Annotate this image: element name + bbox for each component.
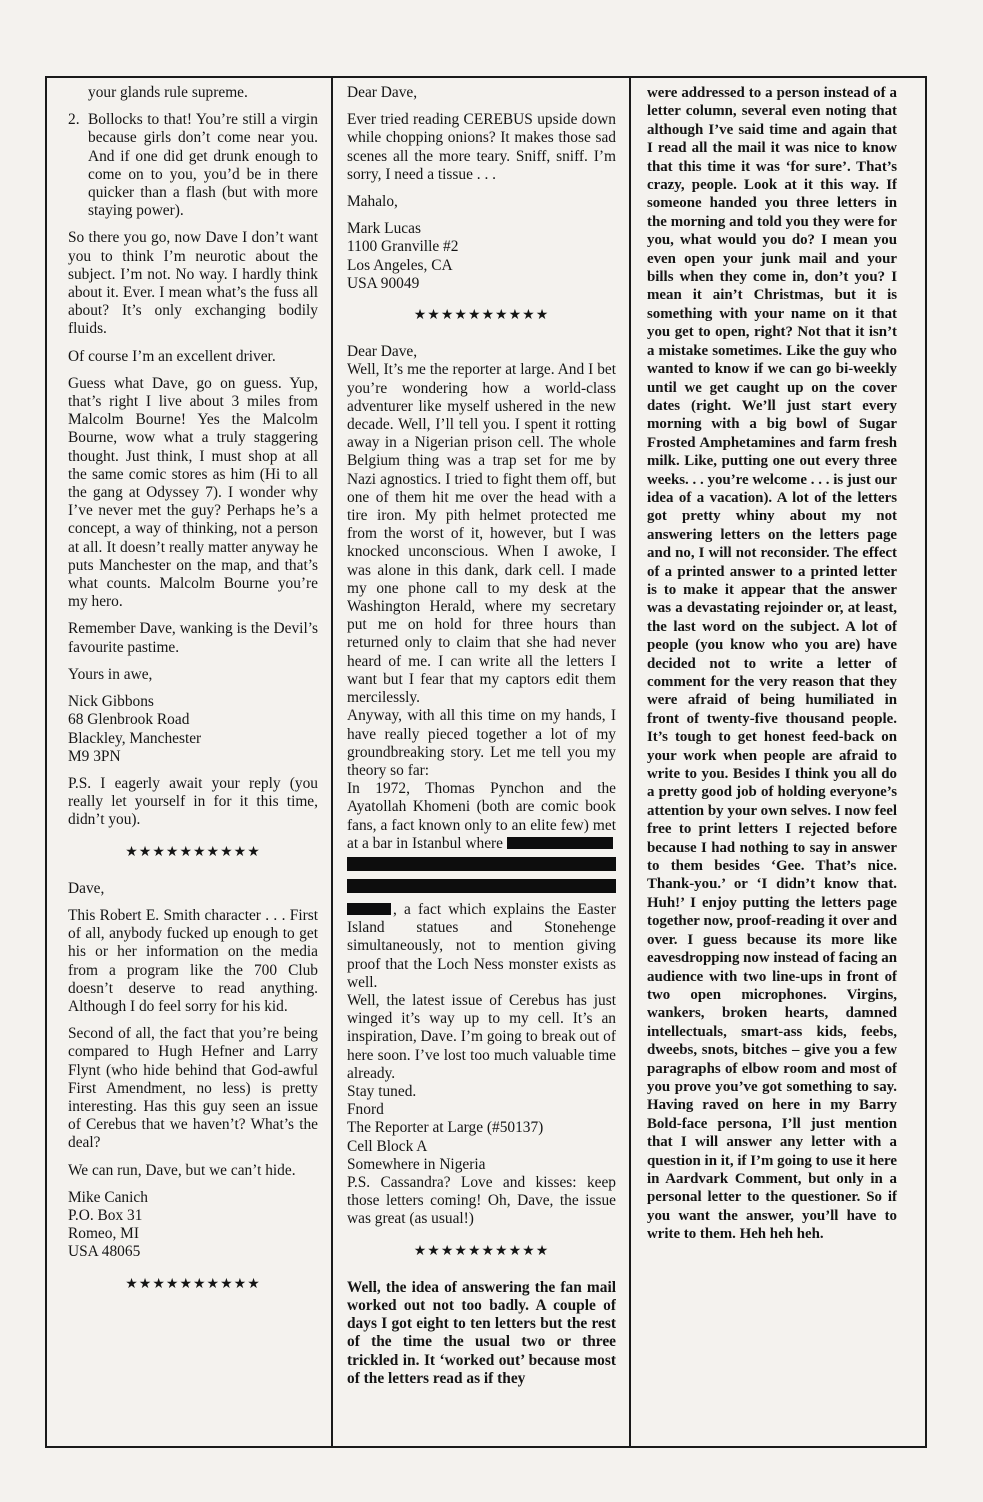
star-separator: ★★★★★★★★★★	[413, 1243, 550, 1259]
letter-paragraph: Well, the latest issue of Cerebus has just winged it’s way up to my cell. It’s an inspiration, Dave. I’m going to break out of here soon. I’ve lost too much valuable time already.	[347, 991, 616, 1082]
address-block	[347, 220, 616, 293]
letter-paragraph: Of course I’m an excellent driver.	[68, 347, 276, 365]
redaction-bar	[347, 857, 616, 871]
salutation: Dear Dave,	[347, 343, 418, 361]
letter-paragraph: Well, It’s me the reporter at large. And I bet you’re wondering how a world-class adventurer like myself ushered in the new decade. Well, I’ll tell you. I spent it rotting away in a Nigerian prison cell. The whole Belgium thing was a trap set for me by Nazi agnostics. I tried to fight them off, but one of them hit me over the head with a tire iron. My pith helmet protected me from the worst of it, however, but I was knocked unconscious. When I awoke, I was alone in this dank, dark cell. I made my one phone call to my desk at the Washington Herald, where my secretary put me on hold for three hours than returned only to claim that she had never heard of me. I can write all the letters I want but I fear that my captors edit them mercilessly.	[347, 361, 616, 707]
address-line: Mike Canich	[68, 1188, 148, 1206]
address-line: Blackley, Manchester	[68, 729, 202, 747]
editor-response-continued: were addressed to a person instead of a letter column, several even noting that although I’ve said time and again that I read all the mail it was nice to know that this time it was ‘for sure’. That’s crazy, people. Look at it this way. If someone handed you three letters in the morning and told you they were for you, what would you do? I mean you even open your junk mail and your bills when they come in, don’t you? I mean it ain’t Christmas, but it is something with your name on it that you get to open, right? Not that it isn’t a mistake sometimes. Like the guy who wanted to know if we can go bi-weekly until we get caught up on the cover dates (right. We’ll just start every morning with a big bowl of Sugar Frosted Amphetamines and farm fresh milk. Like, putting one out every three weeks. . . you’re welcome . . . is just our idea of a vacation). A lot of the letters got pretty whiny about my not answering letters on the letters page and no, I will not reconsider. The effect of a printed answer to a printed letter is to make it appear that the answer was a devastating rejoinder or, at least, the last word on the subject. A lot of people (you know who you are) have decided not to write a letter of comment for the very reason that they were afraid of being humiliated in front of twenty-five thousand people. It’s tough to get honest feed-back on your work when people are afraid to write to you. Besides I think you all do a pretty good job of holding everyone’s attention by your own selves. I now feel free to print letters I rejected before because I had nothing to say in answer to them besides ‘Gee. That’s nice. Thank-you.’ or ‘I didn’t know that. Huh!’ I enjoy putting the letters page together now, proof-reading it over and over. I guess because its more like eavesdropping now instead of facing an audience with two line-ups in front of two open microphones. Virgins, wankers, broken hearts, damned intellectuals, smart-ass kids, feebs, dweebs, snots, bitches – give you a few paragraphs of elbow room and most of you prove you’ve got something to say. Having raved on here in my Barry Bold-face persona, I’ll just mention that I will answer any letter with a question in it, if I’m going to use it here in Aardvark Comment, but only in a personal letter to the questioner. So if you want the answer, you’ll have to write to them. Heh heh heh.	[647, 85, 897, 1243]
numbered-item	[68, 111, 318, 220]
letter-paragraph: Second of all, the fact that you’re being compared to Hugh Hefner and Larry Flynt (who hide behind that God-awful First Amendment, no less) is pretty interesting. Has this guy seen an issue of Cerebus that we haven’t? What’s the deal?	[68, 1025, 318, 1152]
address-line: 1100 Granville #2	[347, 238, 459, 256]
redaction-bar	[347, 903, 391, 915]
column-divider-1	[331, 77, 333, 1447]
signoff: Mahalo,	[347, 193, 398, 211]
editor-response: Well, the idea of answering the fan mail worked out not too badly. A couple of days I got eight to ten letters but the rest of the time the usual two or three trickled in. It ‘worked out’ because most of the letters read as if they	[347, 1278, 616, 1387]
address-line: Cell Block A	[347, 1137, 428, 1155]
address-line: Nick Gibbons	[68, 693, 154, 711]
letter-paragraph: your glands rule supreme.	[88, 84, 248, 101]
address-line: Mark Lucas	[347, 220, 421, 238]
item-number: 2.	[68, 111, 80, 129]
letter-paragraph: Anyway, with all this time on my hands, I have really pieced together a lot of my groundbreaking story. Let me tell you my theory so far:	[347, 707, 616, 779]
letter-paragraph	[347, 901, 616, 992]
letter-paragraph: Guess what Dave, go on guess. Yup, that’s right I live about 3 miles from Malcolm Bourne! Yes the Malcolm Bourne, wow what a truly staggering thought. Just think, I must shop at all the same comic stores as him (Hi to all the gang at Odyssey 7). I wonder why I’ve never met the guy? Perhaps he’s a concept, a way of thinking, not a person at all. It doesn’t really matter anyway he puts Manchester on the map, and that’s what counts. Malcolm Bourne you’re my hero.	[68, 374, 318, 611]
letter-paragraph: Ever tried reading CEREBUS upside down while chopping onions? It makes those sad scenes all the more teary. Sniff, sniff. I’m sorry, I need a tissue . . .	[347, 111, 616, 183]
postscript: P.S. I eagerly await your reply (you really let yourself in for it this time, didn’t you).	[68, 774, 318, 829]
address-line: Somewhere in Nigeria	[347, 1155, 486, 1173]
letter-line: Fnord	[347, 1101, 384, 1119]
redaction-bar	[347, 879, 616, 893]
address-line: USA 48065	[68, 1243, 141, 1261]
letter-paragraph: This Robert E. Smith character . . . First of all, anybody fucked up enough to get his or her information on the media from a program like the 700 Club doesn’t deserve to read anything. Although I do feel sorry for his kid.	[68, 906, 318, 1015]
easter-text: , a fact which explains the Easter Island statues and Stonehenge simultaneously, not to mention giving proof that the Loch Ness monster exists as well.	[347, 900, 616, 991]
address-line: Romeo, MI	[68, 1225, 139, 1243]
address-line: The Reporter at Large (#50137)	[347, 1119, 544, 1137]
salutation: Dear Dave,	[347, 84, 418, 101]
letter-line: Stay tuned.	[347, 1082, 417, 1100]
column-2	[347, 84, 616, 1440]
column-3	[647, 84, 897, 1440]
signoff: Yours in awe,	[68, 665, 153, 683]
address-block	[68, 693, 318, 766]
address-line: P.O. Box 31	[68, 1206, 143, 1224]
pynchon-text: In 1972, Thomas Pynchon and the Ayatollah Khomeni (both are comic book fans, a fact known only to an elite few) met at a bar in Istanbul where	[347, 780, 616, 852]
address-line: M9 3PN	[68, 747, 121, 765]
column-divider-2	[629, 77, 631, 1447]
item-text: Bollocks to that! You’re still a virgin because girls don’t come near you. And if one did get drunk enough to come on to you, you’d be in there quicker than a flash (but with more staying power).	[88, 111, 318, 220]
salutation: Dave,	[68, 879, 105, 897]
address-block	[347, 1119, 616, 1174]
letter-paragraph: Remember Dave, wanking is the Devil’s favourite pastime.	[68, 620, 318, 656]
star-separator: ★★★★★★★★★★	[413, 308, 550, 324]
letter-paragraph: We can run, Dave, but we can’t hide.	[68, 1161, 296, 1179]
letter-paragraph	[347, 780, 616, 853]
address-line: Los Angeles, CA	[347, 256, 453, 274]
letter-paragraph: So there you go, now Dave I don’t want you to think I’m neurotic about the subject. I’m not. No way. I hardly think about it. Ever. I mean what’s the fuss all about? It’s only exchanging bodily fluids.	[68, 229, 318, 338]
column-1	[68, 84, 318, 1440]
redaction-bar	[507, 837, 613, 849]
star-separator: ★★★★★★★★★★	[125, 1276, 261, 1292]
star-separator: ★★★★★★★★★★	[125, 844, 261, 860]
address-block	[68, 1189, 318, 1262]
address-line: 68 Glenbrook Road	[68, 711, 190, 729]
address-line: USA 90049	[347, 274, 420, 292]
postscript: P.S. Cassandra? Love and kisses: keep those letters coming! Oh, Dave, the issue was great (as usual!)	[347, 1173, 616, 1228]
